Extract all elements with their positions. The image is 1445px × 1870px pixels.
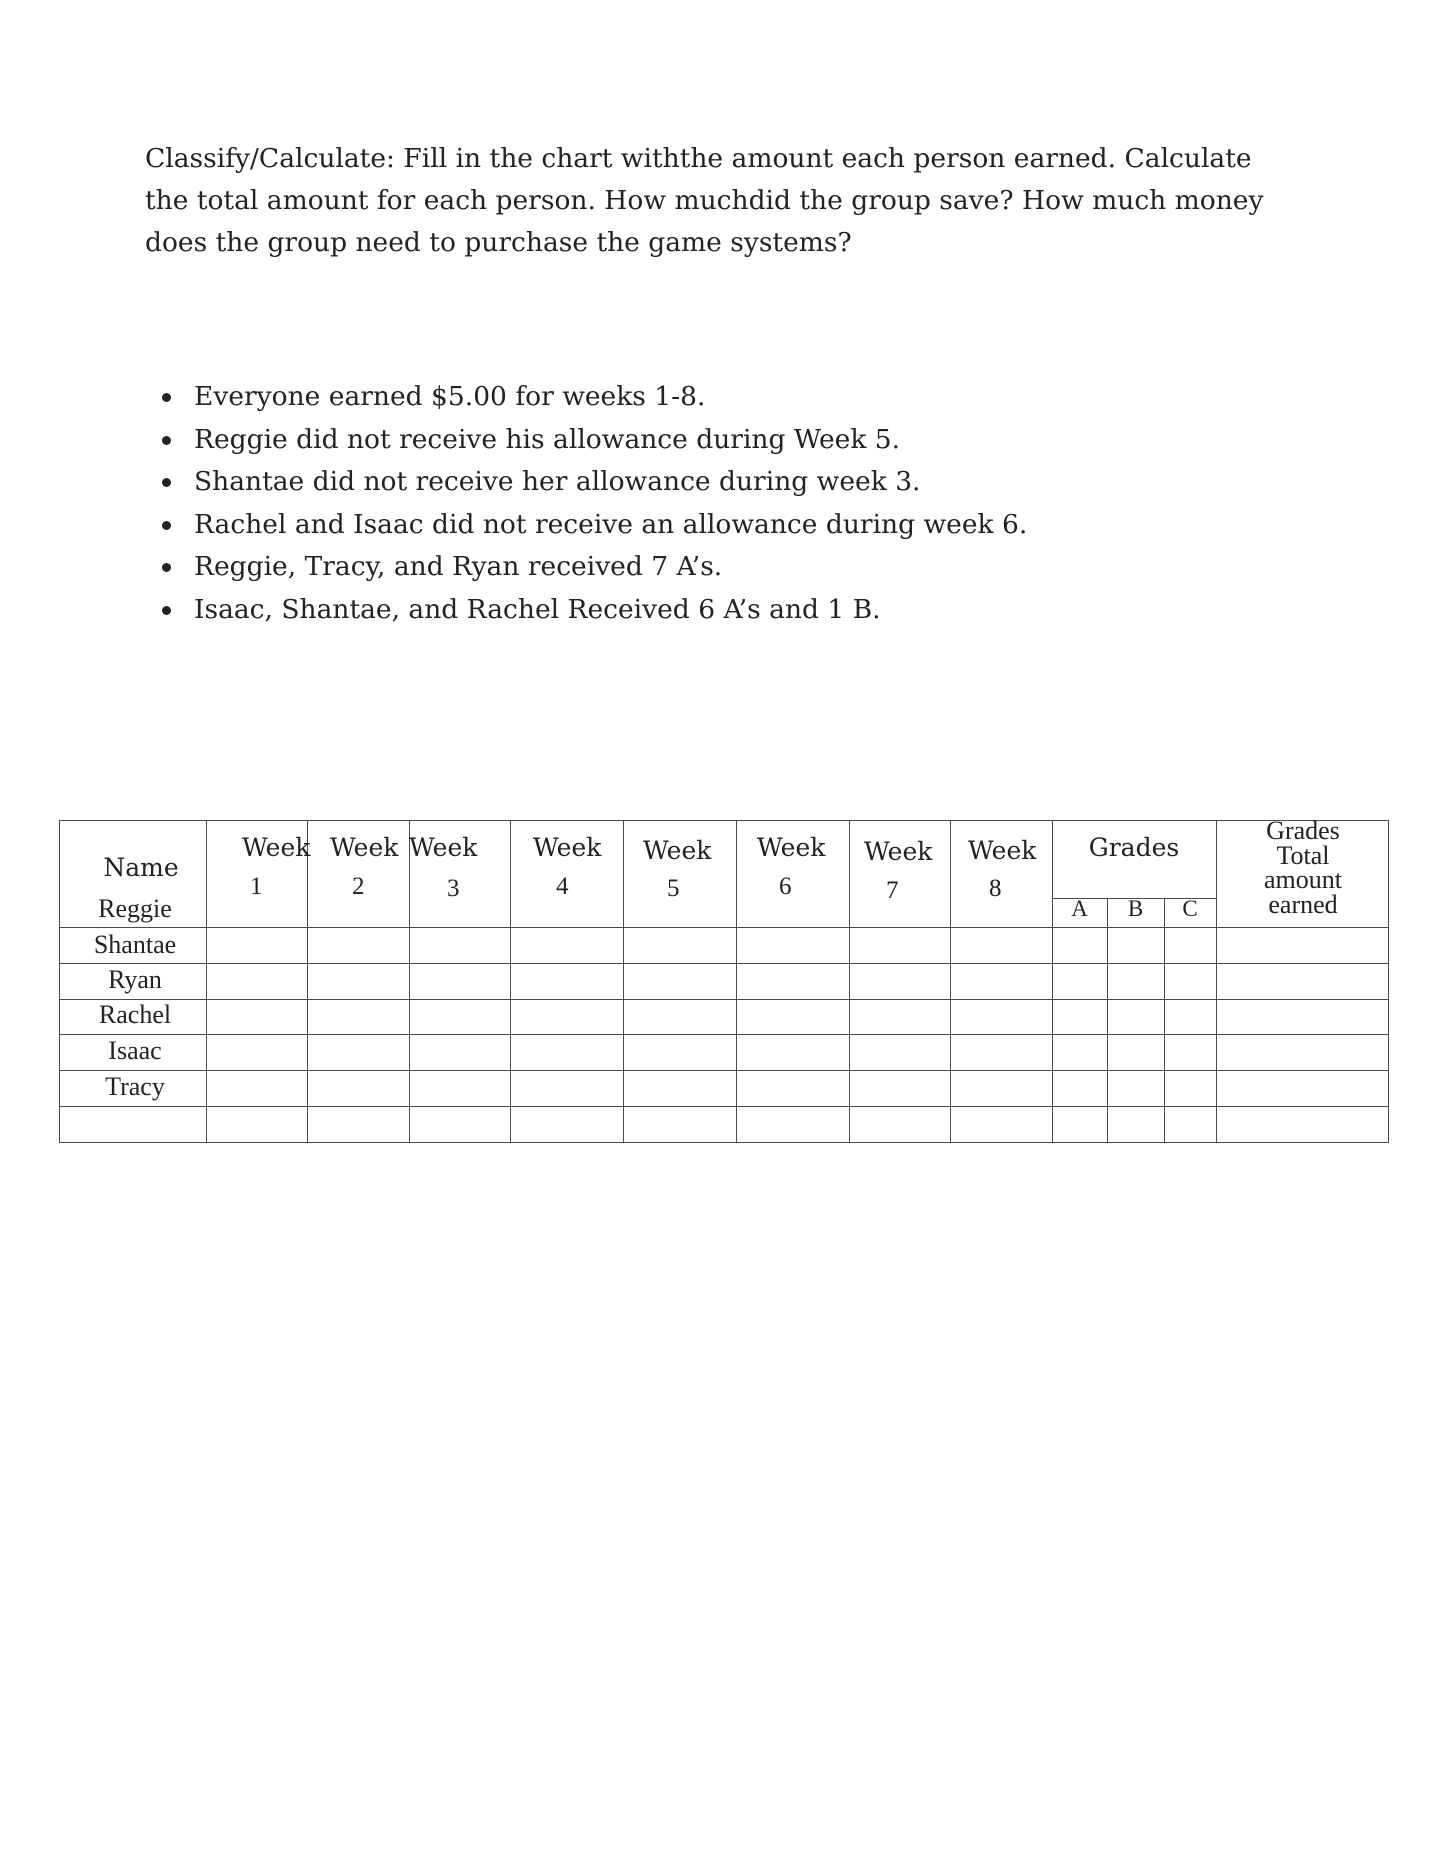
name-cell-ryan: Ryan — [108, 965, 162, 994]
week-header-word: Week — [864, 837, 933, 866]
bullet-icon — [162, 606, 171, 615]
grid-line — [1052, 821, 1053, 1142]
grade-letter: A — [1071, 896, 1088, 921]
grid-line — [950, 821, 951, 1142]
list-item: Rachel and Isaac did not receive an allowance during week 6. — [150, 504, 1027, 547]
week-number: 1 — [250, 873, 263, 900]
grid-line — [409, 821, 410, 1142]
bullet-icon — [162, 563, 171, 572]
grid-line — [736, 821, 737, 1142]
grid-line — [623, 821, 624, 1142]
name-cell-rachel: Rachel — [98, 1000, 172, 1029]
week-number: 7 — [886, 877, 899, 904]
week-number: 3 — [447, 875, 460, 902]
week-header-word: Week — [533, 833, 602, 862]
grid-line — [60, 1106, 1388, 1107]
grid-line — [60, 1070, 1388, 1071]
name-cell-isaac: Isaac — [108, 1036, 162, 1065]
grid-line — [60, 963, 1388, 964]
list-item: Shantae did not receive her allowance during week 3. — [150, 461, 1027, 504]
grid-line — [60, 1034, 1388, 1035]
grid-line — [60, 927, 1388, 928]
list-item: Reggie did not receive his allowance during Week 5. — [150, 419, 1027, 462]
week-header-word: Week — [330, 833, 399, 862]
grid-line — [510, 821, 511, 1142]
grid-line — [849, 821, 850, 1142]
week-number: 5 — [667, 875, 680, 902]
list-item: Everyone earned $5.00 for weeks 1-8. — [150, 376, 1027, 419]
week-header-word: Week — [242, 833, 311, 862]
week-number: 2 — [352, 873, 365, 900]
week-number: 8 — [989, 875, 1002, 902]
list-item: Isaac, Shantae, and Rachel Received 6 A’s and 1 B. — [150, 589, 1027, 632]
week-header-word: Week — [757, 833, 826, 862]
list-item: Reggie, Tracy, and Ryan received 7 A’s. — [150, 546, 1027, 589]
conditions-list — [150, 376, 1027, 631]
bullet-icon — [162, 521, 171, 530]
name-cell-reggie: Reggie — [98, 894, 172, 923]
grade-letter: B — [1127, 896, 1144, 921]
week-header-word: Week — [643, 836, 712, 865]
total-header: Grades Total amount earned — [1264, 816, 1342, 919]
week-header-word: Week — [409, 833, 478, 862]
grid-line — [307, 821, 308, 1142]
week-number: 4 — [556, 873, 569, 900]
bullet-icon — [162, 436, 171, 445]
name-cell-tracy: Tracy — [105, 1072, 165, 1101]
grid-line — [60, 999, 1388, 1000]
name-cell-shantae: Shantae — [93, 930, 177, 959]
name-header: Name — [103, 853, 179, 882]
instructions-text: Classify/Calculate: Fill in the chart withthe amount each person earned. Calculate the total amount for each person. How muchdid the group save? How much money does the group need to purchase the game systems? — [145, 143, 1264, 258]
week-number: 6 — [779, 873, 792, 900]
week-header-word: Week — [968, 836, 1037, 865]
bullet-icon — [162, 478, 171, 487]
grades-header: Grades — [1088, 833, 1180, 862]
bullet-icon — [162, 393, 171, 402]
grade-letter: C — [1182, 896, 1198, 921]
allowance-chart — [59, 816, 1389, 1143]
